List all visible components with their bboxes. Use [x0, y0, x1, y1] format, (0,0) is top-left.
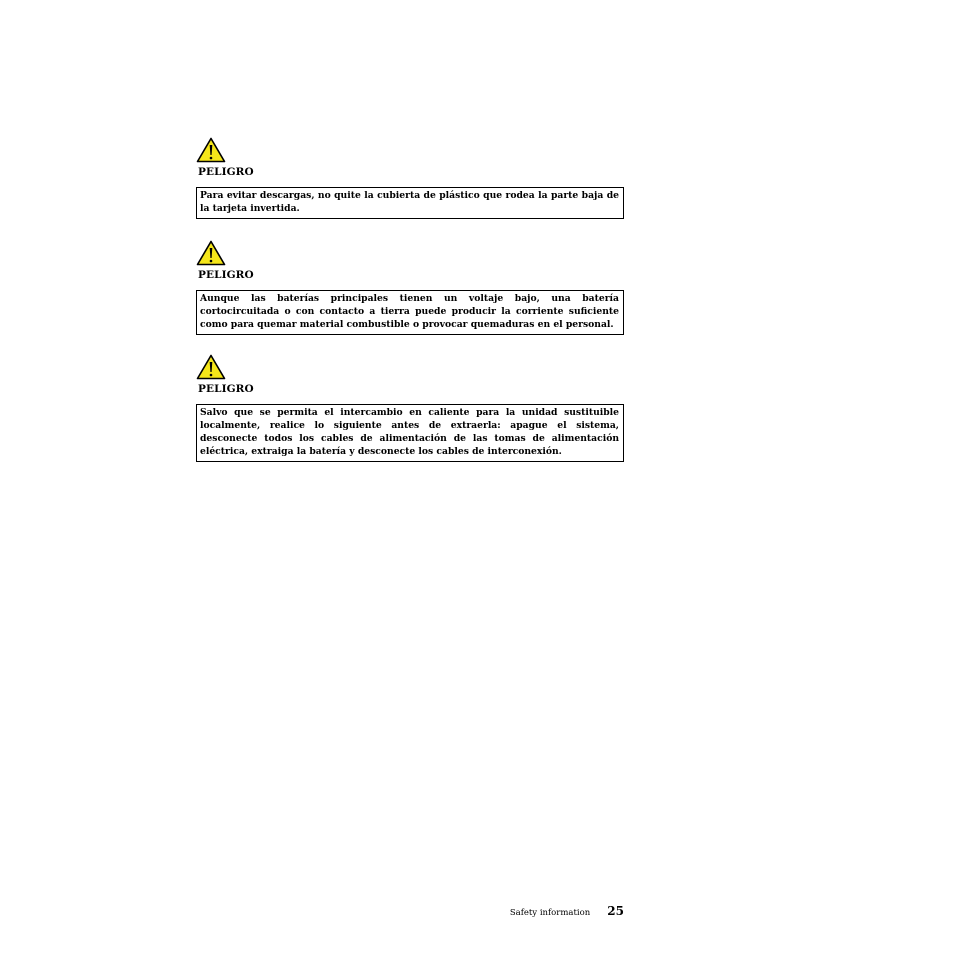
danger-notice [196, 240, 624, 335]
danger-heading: PELIGRO [198, 383, 254, 395]
danger-notice [196, 354, 624, 462]
danger-heading: PELIGRO [198, 166, 254, 178]
danger-text-box: Para evitar descargas, no quite la cubierta de plástico que rodea la parte baja de la tarjeta invertida. [196, 187, 624, 219]
footer-section-title: Safety information [509, 908, 591, 918]
danger-text-box: Aunque las baterías principales tienen un voltaje bajo, una batería cortocircuitada o con contacto a tierra puede producir la corriente suficiente como para quemar material combustible o provocar quemaduras en el personal. [196, 290, 624, 335]
warning-triangle-icon [196, 354, 226, 380]
page-footer [510, 900, 624, 919]
warning-triangle-icon [196, 137, 226, 163]
warning-triangle-icon [196, 240, 226, 266]
danger-text-box: Salvo que se permita el intercambio en caliente para la unidad sustituible localmente, realice lo siguiente antes de extraerla: apague el sistema, desconecte todos los cables de alimentación de las tomas de alimentación eléctrica, extraiga la batería y desconecte los cables de interconexión. [196, 404, 624, 462]
page-number: 25 [607, 904, 624, 918]
danger-heading: PELIGRO [198, 269, 254, 281]
danger-notice [196, 137, 624, 219]
